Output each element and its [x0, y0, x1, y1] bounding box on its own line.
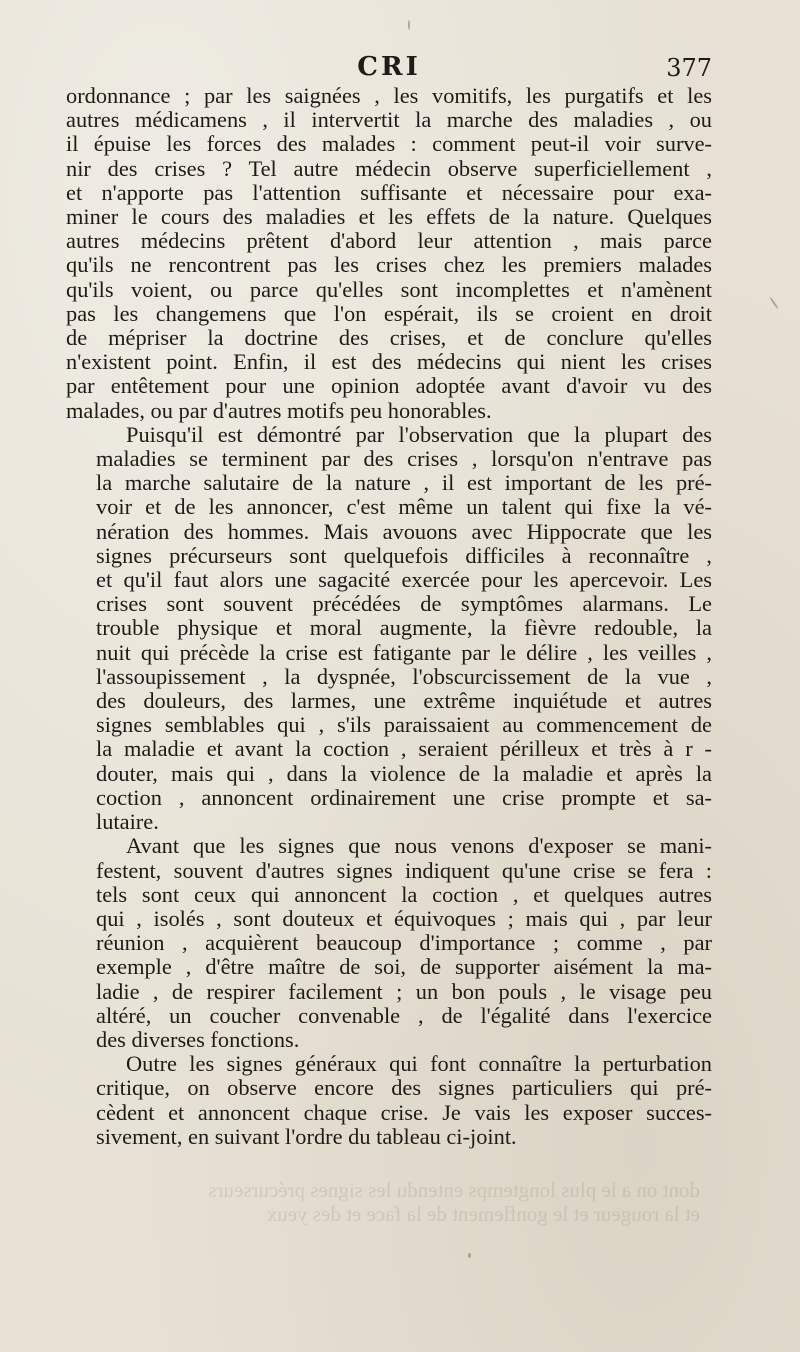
paper-speck [408, 20, 410, 30]
text-line: malades, ou par d'autres motifs peu honorables. [66, 397, 492, 423]
text-line: Avant que les signes que nous venons d'exposer se mani- [126, 833, 712, 859]
text-line: l'assoupissement , la dyspnée, l'obscurcissement de la vue , [96, 663, 712, 689]
text-line: nuit qui précède la crise est fatigante par le délire , les veilles , [96, 639, 712, 665]
text-line: réunion , acquièrent beaucoup d'importance ; comme , par [96, 930, 712, 956]
text-line: il épuise les forces des malades : comment peut-il voir surve- [66, 131, 712, 157]
text-line: n'existent point. Enfin, il est des médecins qui nient les crises [66, 349, 712, 375]
running-head [66, 52, 712, 86]
text-line: de mépriser la doctrine des crises, et de conclure qu'elles [66, 325, 712, 351]
page-number: 377 [666, 54, 712, 82]
text-line: lutaire. [96, 809, 159, 835]
text-line: autres médicamens , il intervertit la marche des maladies , ou [66, 107, 712, 133]
text-line: pas les changemens que l'on espérait, ils se croient en droit [66, 300, 712, 326]
text-line: critique, on observe encore des signes particuliers qui pré- [96, 1075, 712, 1101]
text-line: des douleurs, des larmes, une extrême inquiétude et autres [96, 688, 712, 714]
text-line: signes semblables qui , s'ils paraissaient au commencement de [96, 712, 712, 738]
body-text [66, 84, 712, 1149]
text-line: et n'apporte pas l'attention suffisante et nécessaire pour exa- [66, 179, 712, 205]
text-line: autres médecins prêtent d'abord leur attention , mais parce [66, 228, 712, 254]
text-line: qu'ils ne rencontrent pas les crises chez les premiers malades [66, 252, 712, 278]
text-line: festent, souvent d'autres signes indiquent qu'une crise se fera : [96, 857, 712, 883]
text-line: la maladie et avant la coction , seraient périlleux et très à r - [96, 736, 712, 762]
paragraph [66, 834, 712, 1052]
text-line: nir des crises ? Tel autre médecin observe superficiellement , [66, 155, 712, 181]
text-line: ladie , de respirer facilement ; un bon pouls , le visage peu [96, 978, 712, 1004]
text-line: altéré, un coucher convenable , de l'égalité dans l'exercice [96, 1002, 712, 1028]
text-line: miner le cours des maladies et les effets de la nature. Quelques [66, 204, 712, 230]
text-line: cèdent et annoncent chaque crise. Je vais les exposer succes- [96, 1099, 712, 1125]
text-line: qu'ils voient, ou parce qu'elles sont incomplettes et n'amènent [66, 276, 712, 302]
text-line: la marche salutaire de la nature , il est important de les pré- [96, 470, 712, 496]
text-line: qui , isolés , sont douteux et équivoques ; mais qui , par leur [96, 905, 712, 931]
text-line: trouble physique et moral augmente, la fièvre redouble, la [96, 615, 712, 641]
text-line: exemple , d'être maître de soi, de supporter aisément la ma- [96, 954, 712, 980]
text-line: par entêtement pour une opinion adoptée avant d'avoir vu des [66, 373, 712, 399]
text-line: des diverses fonctions. [96, 1026, 300, 1052]
text-line: et qu'il faut alors une sagacité exercée pour les apercevoir. Les [96, 567, 712, 593]
paper-speck [769, 297, 779, 310]
paragraph [66, 84, 712, 423]
show-through-bleed: dont on a le plus longtemps entendu les signes précurseurs et la rougeur et le gonflement de la face et des yeux [208, 1178, 700, 1226]
paragraph [66, 423, 712, 834]
text-line: douter, mais qui , dans la violence de la maladie et après la [96, 760, 712, 786]
text-line: tels sont ceux qui annoncent la coction , et quelques autres [96, 881, 712, 907]
text-line: crises sont souvent précédées de symptômes alarmans. Le [96, 591, 712, 617]
text-line: nération des hommes. Mais avouons avec Hippocrate que les [96, 518, 712, 544]
text-line: maladies se terminent par des crises , lorsqu'on n'entrave pas [96, 446, 712, 472]
text-line: voir et de les annoncer, c'est même un talent qui fixe la vé- [96, 494, 712, 520]
text-line: Puisqu'il est démontré par l'observation que la plupart des [126, 421, 712, 447]
text-line: ordonnance ; par les saignées , les vomitifs, les purgatifs et les [66, 83, 712, 108]
paper-speck [468, 1253, 471, 1258]
text-line: signes précurseurs sont quelquefois difficiles à reconnaître , [96, 542, 712, 568]
text-line: sivement, en suivant l'ordre du tableau ci-joint. [96, 1123, 517, 1149]
paragraph [66, 1052, 712, 1149]
running-head-title: CRI [357, 52, 421, 82]
text-line: coction , annoncent ordinairement une crise prompte et sa- [96, 784, 712, 810]
text-line: Outre les signes généraux qui font connaître la perturbation [126, 1051, 712, 1077]
